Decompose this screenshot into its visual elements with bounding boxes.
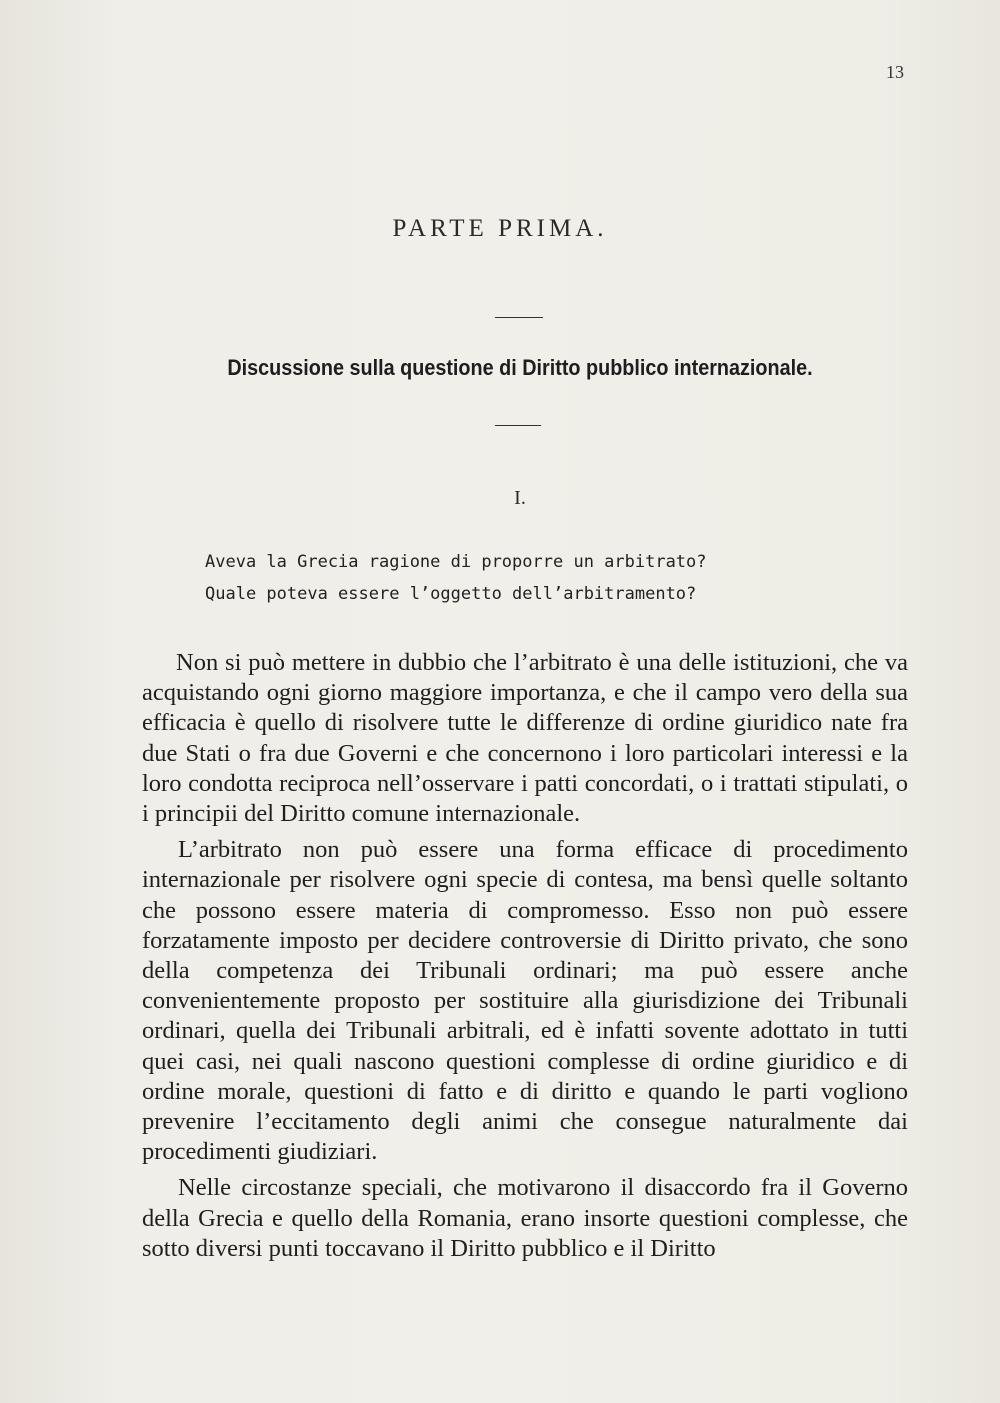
paragraph: Non si può mettere in dubbio che l’arbitrato è una delle istituzioni, che va acquistando ogni giorno maggiore importanza, e che il campo vero della sua efficacia è quello di risolvere tutte le differenze di ordine giuridico nate fra due Stati o fra due Governi e che concernono i loro particolari interessi e la loro condotta reciproca nell’osservare i patti concordati, o i trattati stipulati, o i principii del Diritto comune internazionale. bbox=[142, 649, 908, 828]
paragraph: Nelle circostanze speciali, che motivarono il disaccordo fra il Governo della Grecia e quello della Romania, erano insorte questioni complesse, che sotto diversi punti toccavano il Diritto pubblico e il Diritto bbox=[142, 1174, 908, 1262]
question-line: Aveva la Grecia ragione di proporre un arbitrato? bbox=[205, 552, 707, 572]
page-number: 13 bbox=[886, 62, 904, 82]
paragraph: L’arbitrato non può essere una forma efficace di procedimento internazionale per risolvere ogni specie di contesa, ma bensì quelle soltanto che possono essere materia di compromesso. Esso non può essere forzatamente imposto per decidere controversie di Diritto privato, che sono della competenza dei Tribunali ordinari; ma può essere anche convenientemente proposto per sostituire alla giurisdizione dei Tribunali ordinari, quella dei Tribunali arbitrali, ed è infatti sovente adottato in tutti quei casi, nei quali nascono questioni complesse di ordine giuridico e di ordine morale, questioni di fatto e di diritto e quando le parti vogliono prevenire l’eccitamento degli animi che consegue naturalmente dai procedimenti giudiziari. bbox=[142, 836, 908, 1166]
chapter-numeral: I. bbox=[514, 487, 526, 509]
divider-rule bbox=[495, 425, 541, 426]
section-heading: Discussione sulla questione di Diritto pubblico internazionale. bbox=[227, 355, 813, 380]
divider-rule bbox=[495, 317, 543, 318]
part-title: PARTE PRIMA. bbox=[392, 215, 608, 242]
question-line: Quale poteva essere l’oggetto dell’arbitramento? bbox=[205, 584, 697, 604]
body-text bbox=[142, 648, 908, 1270]
